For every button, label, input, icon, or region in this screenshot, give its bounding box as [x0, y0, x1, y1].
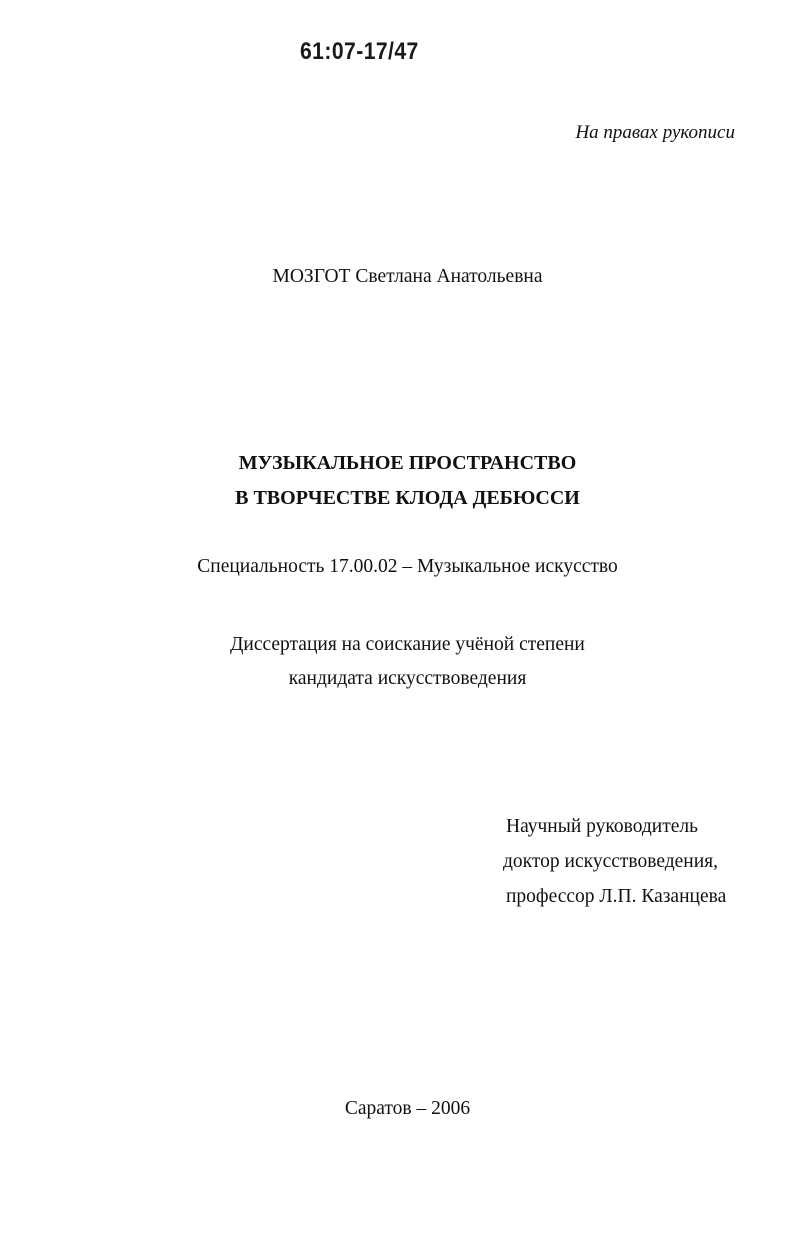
- supervisor-role: Научный руководитель: [506, 816, 699, 837]
- supervisor-block: [503, 809, 727, 914]
- place-and-year: Саратов – 2006: [344, 1098, 471, 1119]
- title-line-1: МУЗЫКАЛЬНОЕ ПРОСТРАНСТВО: [238, 452, 577, 474]
- degree-line-2: кандидата искусствоведения: [288, 668, 527, 689]
- dissertation-title: [0, 446, 795, 516]
- degree-statement: [0, 628, 795, 696]
- supervisor-degree: доктор искусствоведения,: [503, 851, 719, 872]
- author-name: МОЗГОТ Светлана Анатольевна: [272, 266, 543, 287]
- rights-notice: На правах рукописи: [575, 122, 735, 143]
- specialty: Специальность 17.00.02 – Музыкальное искусство: [197, 556, 618, 577]
- title-line-2: В ТВОРЧЕСТВЕ КЛОДА ДЕБЮССИ: [235, 487, 580, 509]
- supervisor-name: профессор Л.П. Казанцева: [506, 886, 727, 907]
- degree-line-1: Диссертация на соискание учёной степени: [230, 634, 585, 655]
- catalog-number: 61:07-17/47: [300, 38, 419, 65]
